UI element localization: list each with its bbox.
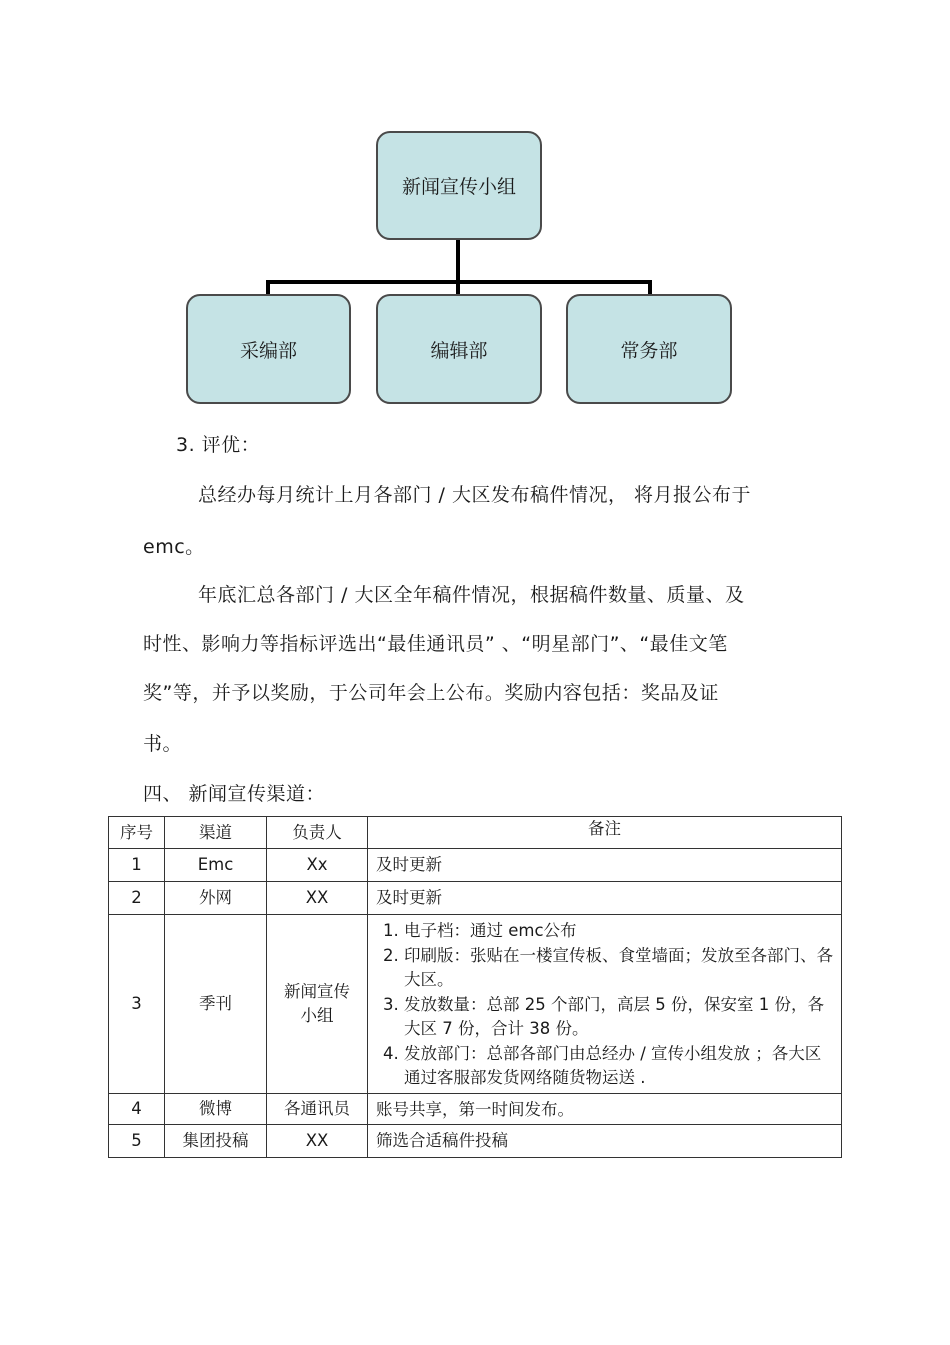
section3-paragraph-line: 奖”等，并予以奖励，于公司年会上公布。奖励内容包括：奖品及证 bbox=[143, 682, 719, 704]
note-list-item: 1. 电子档：通过 emc公布 bbox=[404, 919, 833, 944]
row-note bbox=[368, 915, 842, 1094]
table-row bbox=[109, 1093, 842, 1124]
org-child-box bbox=[376, 294, 542, 404]
table-header-row bbox=[109, 817, 842, 849]
org-child-label: 编辑部 bbox=[430, 339, 488, 362]
note-list-item: 2. 印刷版：张贴在一楼宣传板、食堂墙面；发放至各部门、各大区。 bbox=[404, 944, 833, 993]
org-connector-vertical bbox=[456, 240, 460, 282]
row-note: 及时更新 bbox=[368, 882, 842, 915]
row-owner-text: 新闻宣传小组 bbox=[284, 981, 350, 1025]
note-list-item: 4. 发放部门：总部各部门由总经办 / 宣传小组发放 ；各大区通过客服部发货网络随货物运送 . bbox=[404, 1042, 833, 1091]
row-channel: Emc bbox=[165, 849, 267, 882]
row-owner: 各通讯员 bbox=[267, 1093, 368, 1124]
org-connector-left bbox=[266, 280, 270, 294]
row-note: 及时更新 bbox=[368, 849, 842, 882]
row-number: 1 bbox=[109, 849, 165, 882]
section3-heading: 3. 评优： bbox=[176, 434, 261, 456]
row-channel: 季刊 bbox=[165, 915, 267, 1094]
section3-paragraph-line: 书。 bbox=[143, 733, 183, 755]
row-channel: 外网 bbox=[165, 882, 267, 915]
table-row bbox=[109, 915, 842, 1094]
org-connector-middle bbox=[456, 280, 460, 294]
org-root-box bbox=[376, 131, 542, 240]
header-cell: 负责人 bbox=[267, 817, 368, 849]
row-number: 4 bbox=[109, 1093, 165, 1124]
section3-paragraph-line: emc。 bbox=[143, 536, 205, 558]
row-number: 5 bbox=[109, 1124, 165, 1157]
row-number: 2 bbox=[109, 882, 165, 915]
note-list bbox=[376, 919, 833, 1091]
header-cell: 渠道 bbox=[165, 817, 267, 849]
row-number: 3 bbox=[109, 915, 165, 1094]
note-list-item: 3. 发放数量：总部 25 个部门，高层 5 份，保安室 1 份，各大区 7 份，合计 38 份。 bbox=[404, 993, 833, 1042]
channels-table bbox=[108, 816, 842, 1158]
header-cell: 序号 bbox=[109, 817, 165, 849]
section3-paragraph-line: 总经办每月统计上月各部门 / 大区发布稿件情况， 将月报公布于 bbox=[198, 484, 752, 506]
org-child-box bbox=[566, 294, 732, 404]
row-note: 筛选合适稿件投稿 bbox=[368, 1124, 842, 1157]
org-child-label: 采编部 bbox=[239, 339, 297, 362]
row-channel: 集团投稿 bbox=[165, 1124, 267, 1157]
row-owner bbox=[267, 915, 368, 1094]
section3-paragraph-line: 时性、影响力等指标评选出“最佳通讯员” 、“明星部门”、“最佳文笔 bbox=[143, 633, 728, 655]
row-note: 账号共享，第一时间发布。 bbox=[368, 1093, 842, 1124]
org-root-label: 新闻宣传小组 bbox=[401, 176, 516, 198]
row-owner: Xx bbox=[267, 849, 368, 882]
org-child-box bbox=[186, 294, 351, 404]
row-owner: XX bbox=[267, 1124, 368, 1157]
section3-paragraph-line: 年底汇总各部门 / 大区全年稿件情况，根据稿件数量、质量、及 bbox=[198, 584, 745, 606]
row-channel: 微博 bbox=[165, 1093, 267, 1124]
section4-heading: 四、 新闻宣传渠道： bbox=[143, 783, 326, 805]
org-connector-right bbox=[648, 280, 652, 294]
org-child-label: 常务部 bbox=[620, 339, 678, 362]
table-row bbox=[109, 849, 842, 882]
table-row bbox=[109, 1124, 842, 1157]
row-owner: XX bbox=[267, 882, 368, 915]
header-cell: 备注 bbox=[368, 817, 842, 849]
table-row bbox=[109, 882, 842, 915]
